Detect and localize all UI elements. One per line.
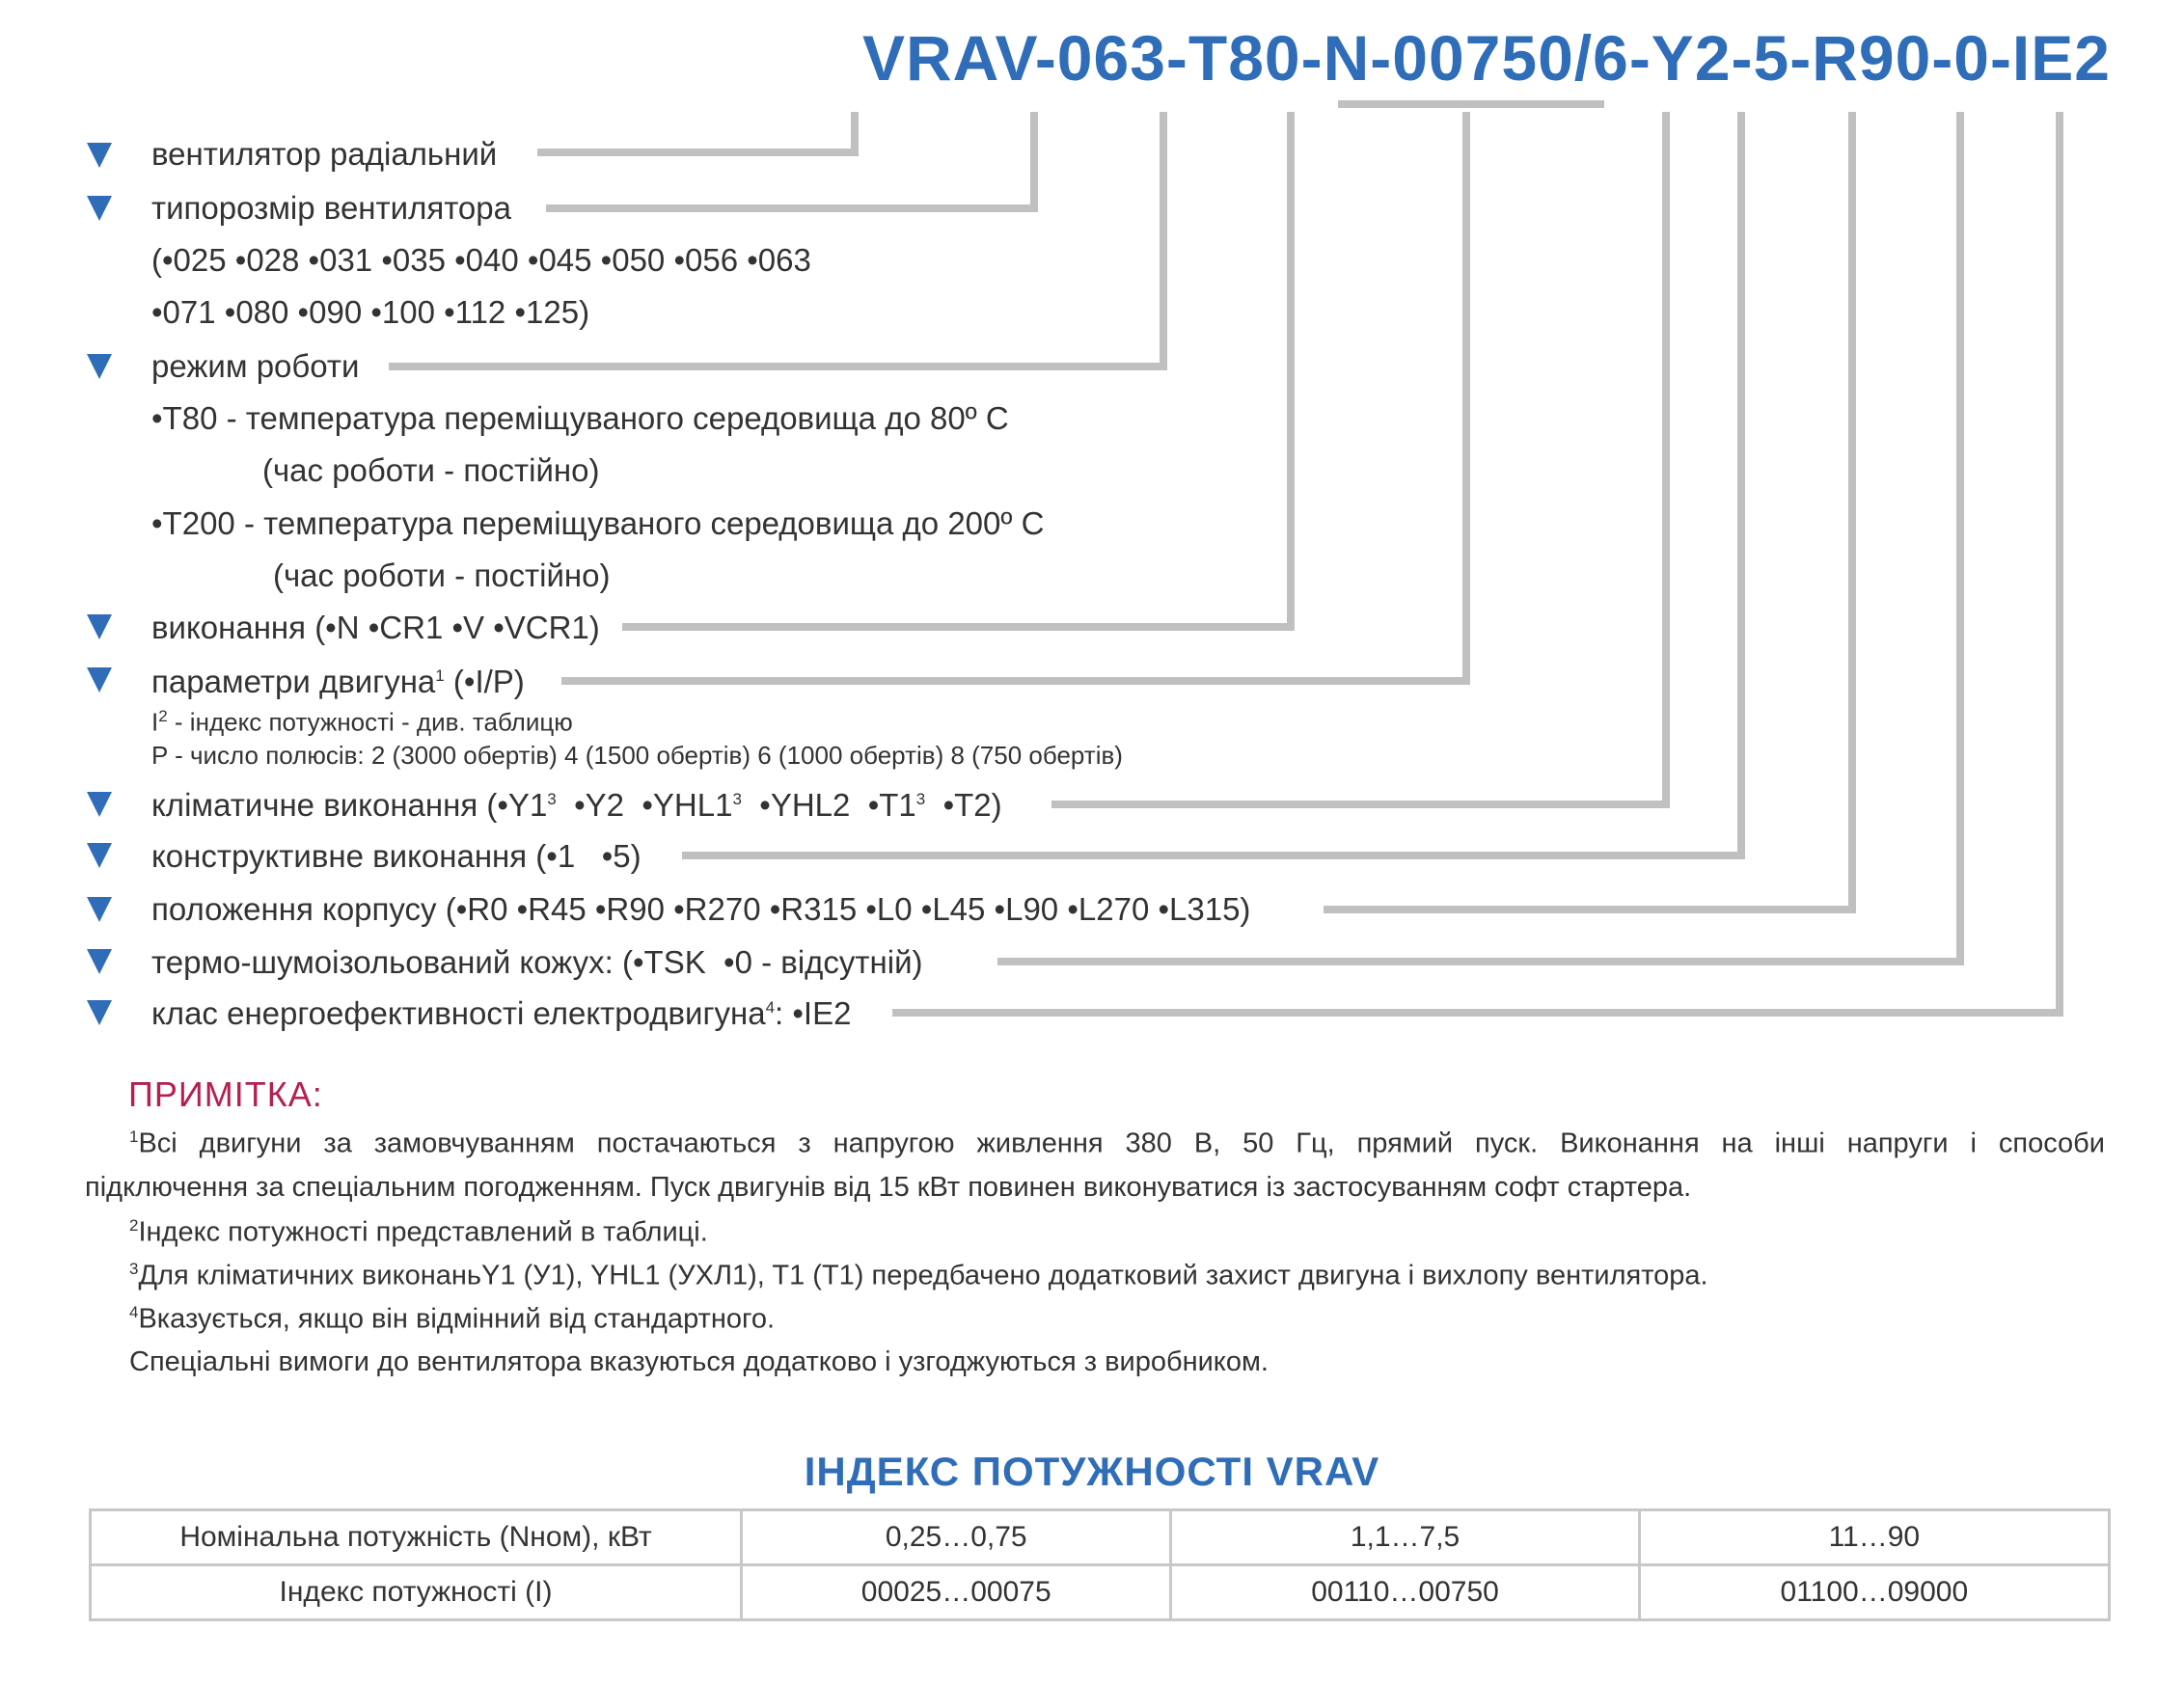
power-index-table <box>89 1508 2111 1621</box>
energy-class-label: клас енергоефективності електродвигуна <box>151 995 766 1031</box>
leader-casing <box>997 112 1960 962</box>
note-3-text: Для кліматичних виконаньY1 (У1), YHL1 (УХЛ1), T1 (Т1) передбачено додатковий захист двигуна і вихлопу вентилятора. <box>138 1260 1708 1291</box>
leader-energy <box>892 112 2060 1013</box>
leader-housing <box>1324 112 1852 910</box>
note-3 <box>129 1261 1708 1290</box>
legend-motor-params <box>151 665 525 697</box>
mode-t80: •T80 - температура переміщуваного середовища до 80º С <box>151 400 1009 436</box>
table-cell: 11…90 <box>1639 1510 2109 1565</box>
triangle-marker-icon <box>87 354 112 379</box>
note-1-line-2: підключення за спеціальним погодженням. Пуск двигунів від 15 кВт повинен виконуватися із застосуванням софт стартера. <box>85 1172 1692 1203</box>
footnote-ref-3: 3 <box>915 790 926 808</box>
triangle-marker-icon <box>87 196 112 221</box>
triangle-marker-icon <box>87 949 112 974</box>
power-index-text: - індекс потужності - див. таблицю <box>167 707 573 737</box>
table-cell: 00025…00075 <box>742 1565 1171 1620</box>
table-cell: 01100…09000 <box>1639 1565 2109 1620</box>
climatic-part-2: •Y2 •YHL1 <box>556 787 733 823</box>
note-4-text: Вказується, якщо він відмінний від стандартного. <box>138 1303 776 1335</box>
triangle-marker-icon <box>87 1000 112 1025</box>
mode-t80-note: (час роботи - постійно) <box>262 452 600 488</box>
triangle-marker-icon <box>87 792 112 817</box>
legend-housing-position: положення корпусу (•R0 •R45 •R90 •R270 •R315 •L0 •L45 •L90 •L270 •L315) <box>151 891 1251 927</box>
fan-size-options-2: •071 •080 •090 •100 •112 •125) <box>151 294 590 330</box>
note-2-number: 2 <box>129 1216 139 1235</box>
triangle-marker-icon <box>87 614 112 639</box>
table-cell: 00110…00750 <box>1171 1565 1639 1620</box>
leader-climatic <box>1051 112 1666 804</box>
note-1-number: 1 <box>129 1127 139 1146</box>
energy-class-suffix: : •IE2 <box>775 995 852 1031</box>
power-table-title: ІНДЕКС ПОТУЖНОСТІ VRAV <box>804 1449 1380 1494</box>
legend-operating-mode: режим роботи <box>151 348 360 384</box>
footnote-ref-2: 2 <box>158 707 168 725</box>
leader-fan-size <box>546 112 1034 208</box>
table-cell: 1,1…7,5 <box>1171 1510 1639 1565</box>
footnote-ref-3: 3 <box>732 790 742 808</box>
power-index-letter: I <box>151 707 159 737</box>
notes-title: ПРИМІТКА: <box>128 1074 323 1114</box>
table-row <box>91 1510 2110 1565</box>
note-1-text-1: Всі двигуни за замовчуванням постачаються з напругою живлення 380 В, 50 Гц, прямий пуск. Виконання на інші напруги і способи <box>138 1127 2105 1159</box>
triangle-marker-icon <box>87 843 112 868</box>
legend-execution: виконання (•N •CR1 •V •VCR1) <box>151 610 600 645</box>
legend-fan-size: типорозмір вентилятора <box>151 190 511 226</box>
footnote-ref-1: 1 <box>435 666 445 685</box>
motor-poles: P - число полюсів: 2 (3000 обертів) 4 (1500 обертів) 6 (1000 обертів) 8 (750 обертів) <box>151 741 1123 770</box>
note-2-text: Індекс потужності представлений в таблиці. <box>138 1216 708 1248</box>
motor-params-label: параметри двигуна <box>151 664 436 699</box>
legend-casing: термо-шумоізольований кожух: (•TSK •0 - відсутній) <box>151 944 923 980</box>
legend-fan-type: вентилятор радіальний <box>151 136 498 172</box>
note-5: Спеціальні вимоги до вентилятора вказуються додатково і узгоджуються з виробником. <box>129 1346 1269 1377</box>
climatic-part-3: •YHL2 •T1 <box>741 787 916 823</box>
note-4 <box>129 1304 775 1334</box>
table-cell: 0,25…0,75 <box>742 1510 1171 1565</box>
triangle-marker-icon <box>87 143 112 168</box>
table-row <box>91 1565 2110 1620</box>
legend-energy-class <box>151 997 851 1029</box>
footnote-ref-4: 4 <box>765 998 776 1017</box>
mode-t200: •T200 - температура переміщуваного середовища до 200º С <box>151 505 1045 541</box>
mode-t200-note: (час роботи - постійно) <box>273 557 611 593</box>
note-1-line-1 <box>129 1128 2105 1158</box>
note-2 <box>129 1217 708 1247</box>
climatic-part-1: кліматичне виконання (•Y1 <box>151 787 548 823</box>
leader-motor <box>561 112 1466 681</box>
note-4-number: 4 <box>129 1303 139 1321</box>
leader-fan-type <box>537 112 855 152</box>
note-3-number: 3 <box>129 1260 139 1278</box>
fan-size-options-1: (•025 •028 •031 •035 •040 •045 •050 •056 •063 <box>151 242 811 278</box>
table-cell: Індекс потужності (I) <box>91 1565 742 1620</box>
motor-power-index <box>151 708 573 735</box>
triangle-marker-icon <box>87 667 112 693</box>
footnote-ref-3: 3 <box>547 790 557 808</box>
legend-climatic <box>151 789 1002 821</box>
triangle-marker-icon <box>87 897 112 922</box>
model-code: VRAV-063-T80-N-00750/6-Y2-5-R90-0-IE2 <box>862 22 2111 94</box>
climatic-part-4: •T2) <box>925 787 1002 823</box>
motor-params-suffix: (•I/P) <box>444 664 525 699</box>
table-cell: Номінальна потужність (Nном), кВт <box>91 1510 742 1565</box>
legend-design: конструктивне виконання (•1 •5) <box>151 838 642 874</box>
